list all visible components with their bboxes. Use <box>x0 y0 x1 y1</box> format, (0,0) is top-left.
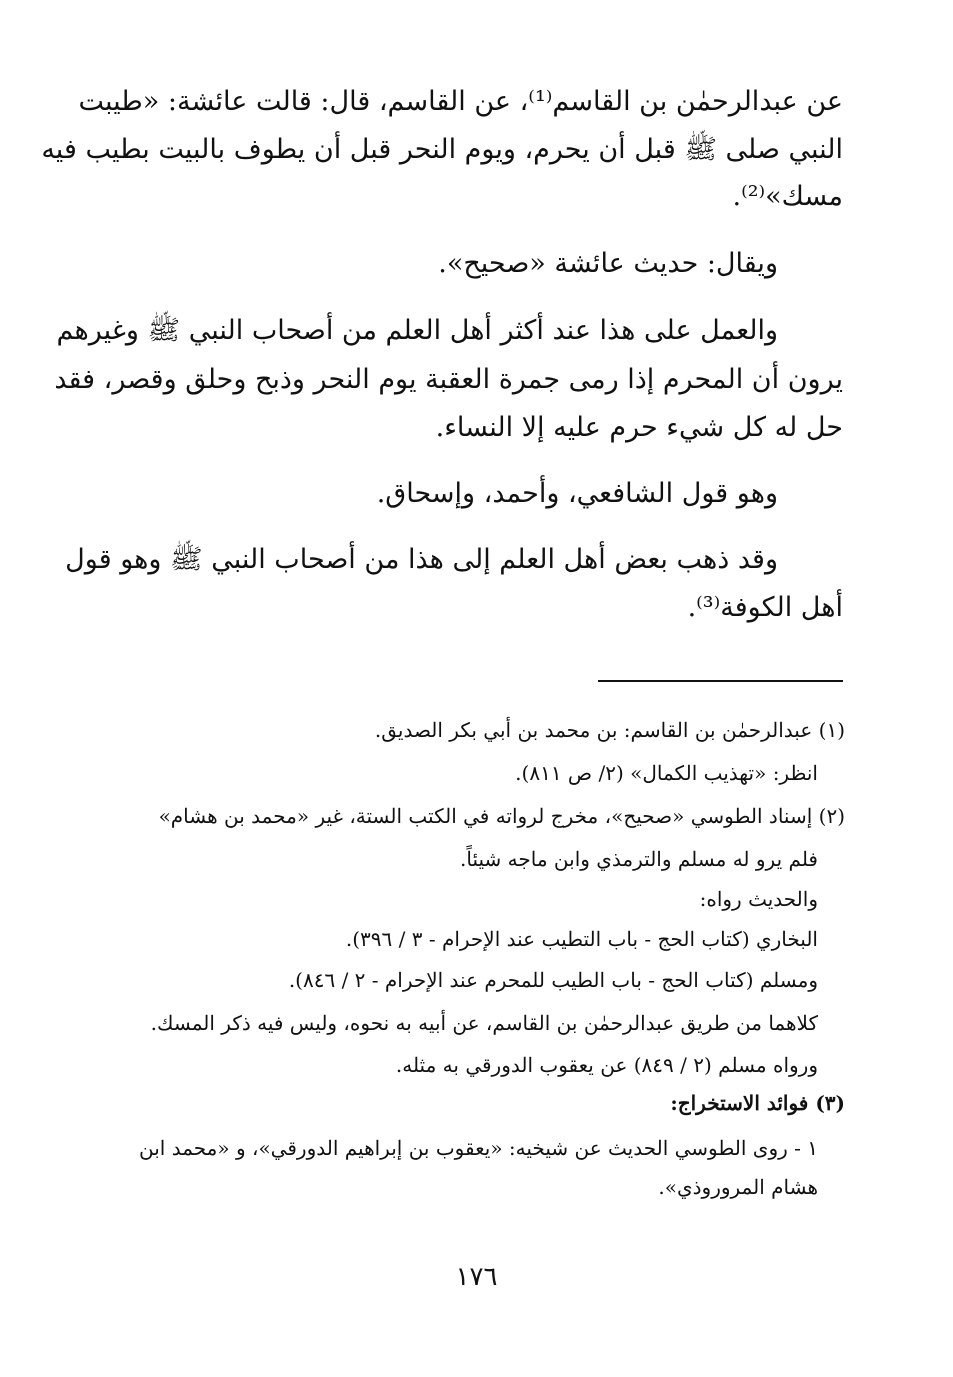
body-line: ويقال: حديث عائشة «صحيح». <box>438 248 778 279</box>
footnote-line: ١ - روى الطوسي الحديث عن شيخيه: «يعقوب بن إبراهيم الدورقي»، و «محمد ابن <box>138 1136 818 1160</box>
footnote-line: (٢) إسناد الطوسي «صحيح»، مخرج لرواته في الكتب الستة، غير «محمد بن هشام» <box>158 804 845 828</box>
body-line: يرون أن المحرم إذا رمى جمرة العقبة يوم النحر وذبح وحلق وقصر، فقد <box>54 364 843 395</box>
footnote-separator <box>598 680 843 682</box>
body-line: مسك»⁽²⁾. <box>732 181 843 212</box>
body-line: النبي صلى ﷺ قبل أن يحرم، ويوم النحر قبل أن يطوف بالبيت بطيب فيه <box>41 134 843 165</box>
footnote-line: والحديث رواه: <box>699 887 818 911</box>
footnote-line: البخاري (كتاب الحج - باب التطيب عند الإحرام - ٣ / ٣٩٦). <box>345 927 818 951</box>
body-line: حل له كل شيء حرم عليه إلا النساء. <box>435 412 843 443</box>
footnote-line: (٣) فوائد الاستخراج: <box>670 1091 845 1115</box>
footnote-line: كلاهما من طريق عبدالرحمٰن بن القاسم، عن أبيه به نحوه، وليس فيه ذكر المسك. <box>150 1011 818 1035</box>
footnote-line: (١) عبدالرحمٰن بن القاسم: بن محمد بن أبي بكر الصديق. <box>374 718 845 742</box>
body-line: أهل الكوفة⁽³⁾. <box>687 592 843 623</box>
footnote-line: ومسلم (كتاب الحج - باب الطيب للمحرم عند الإحرام - ٢ / ٨٤٦). <box>288 968 818 992</box>
footnote-line: هشام المروروذي». <box>658 1175 818 1199</box>
body-line: والعمل على هذا عند أكثر أهل العلم من أصحاب النبي ﷺ وغيرهم <box>56 315 778 346</box>
footnote-line: فلم يرو له مسلم والترمذي وابن ماجه شيئاً. <box>460 847 818 871</box>
body-line: وهو قول الشافعي، وأحمد، وإسحاق. <box>376 478 778 509</box>
footnote-line: ورواه مسلم (٢ / ٨٤٩) عن يعقوب الدورقي به مثله. <box>395 1053 818 1077</box>
body-line: وقد ذهب بعض أهل العلم إلى هذا من أصحاب النبي ﷺ وهو قول <box>65 544 778 575</box>
body-line: عن عبدالرحمٰن بن القاسم⁽¹⁾، عن القاسم، قال: قالت عائشة: «طيبت <box>78 86 843 117</box>
page-number: ١٧٦ <box>455 1262 498 1292</box>
footnote-line: انظر: «تهذيب الكمال» (٢/ ص ٨١١). <box>515 761 818 785</box>
